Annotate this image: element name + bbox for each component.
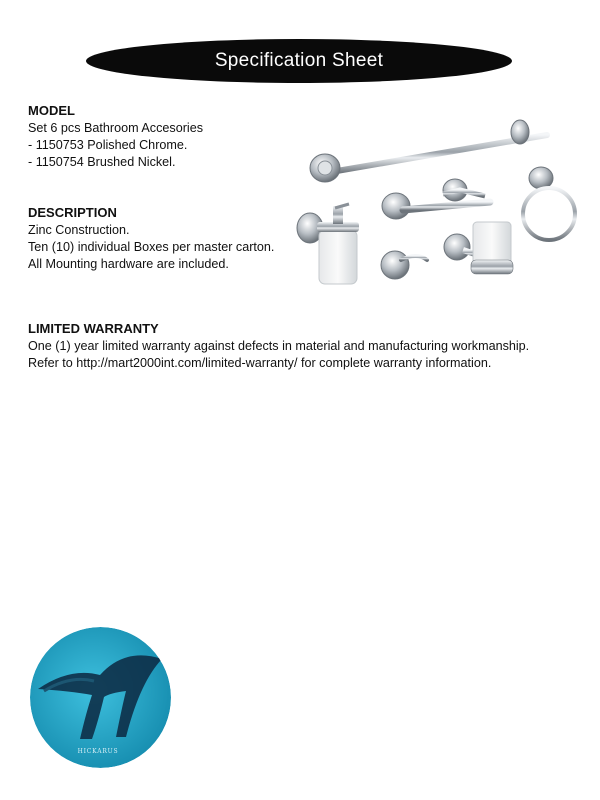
warranty-line: One (1) year limited warranty against defects in material and manufacturing workmanship. — [28, 339, 530, 353]
towel-ring-icon — [523, 167, 575, 240]
description-line: Ten (10) individual Boxes per master carton. — [28, 240, 275, 254]
description-line: All Mounting hardware are included. — [28, 257, 229, 271]
model-heading: MODEL — [28, 103, 75, 118]
description-heading: DESCRIPTION — [28, 205, 117, 220]
paper-holder-icon — [382, 179, 490, 219]
logo-text: HICKARUS — [77, 748, 119, 755]
soap-dispenser-icon — [297, 204, 359, 284]
model-section — [28, 102, 203, 171]
product-image — [285, 110, 590, 295]
description-line: Zinc Construction. — [28, 223, 130, 237]
brand-logo — [30, 627, 171, 768]
warranty-heading: LIMITED WARRANTY — [28, 321, 159, 336]
title-banner — [86, 39, 512, 83]
description-section — [28, 204, 274, 273]
robe-hook-icon — [381, 251, 427, 279]
warranty-section — [28, 320, 529, 372]
warranty-line: Refer to http://mart2000int.com/limited-warranty/ for complete warranty information. — [28, 356, 492, 370]
page-title: Specification Sheet — [214, 50, 384, 71]
towel-bar-icon — [310, 120, 547, 182]
model-line: - 1150753 Polished Chrome. — [28, 138, 188, 152]
model-line: - 1150754 Brushed Nickel. — [28, 155, 176, 169]
model-line: Set 6 pcs Bathroom Accesories — [28, 121, 203, 135]
tumbler-holder-icon — [444, 222, 513, 274]
